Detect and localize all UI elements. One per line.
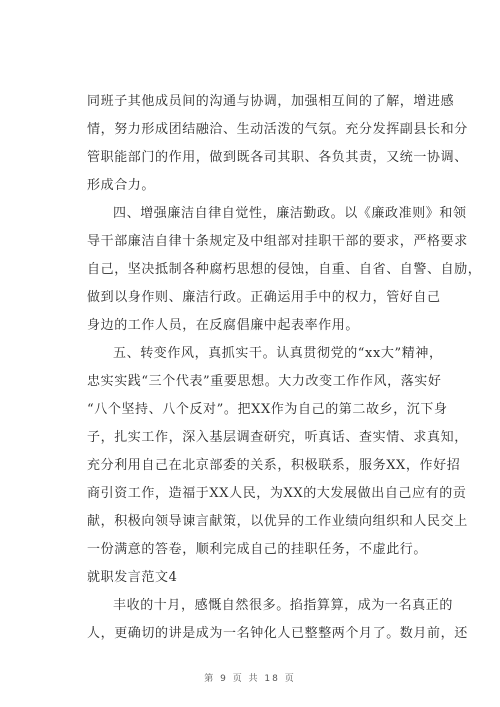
text-line: 身边的工作人员，在反腐倡廉中起表率作用。 bbox=[87, 318, 360, 333]
text-line: 丰收的十月，感慨自然很多。掐指算算，成为一名真正的 bbox=[113, 598, 454, 613]
page-number-footer: 第 9 页 共 18 页 bbox=[204, 674, 296, 684]
text-line: 充分利用自己在北京部委的关系，积极联系，服务XX，作好招 bbox=[87, 458, 461, 473]
text-line: 导干部廉洁自律十条规定及中组部对挂职干部的要求，严格要求 bbox=[87, 234, 468, 249]
section-title: 就职发言范文4 bbox=[87, 570, 178, 585]
text-line: 献，积极向领导谏言献策，以优异的工作业绩向组织和人民交上 bbox=[87, 514, 468, 529]
section-four-heading: 四、增强廉洁自律自觉性，廉洁勤政。以《廉政准则》和领 bbox=[113, 206, 467, 221]
text-line: 自己，坚决抵制各种腐朽思想的侵蚀，自重、自省、自警、自励， bbox=[87, 262, 482, 277]
text-line: 做到以身作则、廉洁行政。正确运用手中的权力，管好自己 bbox=[87, 290, 441, 305]
section-five-heading: 五、转变作风，真抓实干。认真贯彻党的“xx大”精神， bbox=[113, 346, 443, 361]
text-line: 一份满意的答卷，顺利完成自己的挂职任务，不虚此行。 bbox=[87, 542, 428, 557]
text-line: 子，扎实工作，深入基层调查研究，听真话、查实情、求真知， bbox=[87, 430, 468, 445]
text-line: 同班子其他成员间的沟通与协调，加强相互间的了解，增进感 bbox=[87, 94, 455, 109]
text-line: 形成合力。 bbox=[87, 178, 156, 193]
text-line: 管职能部门的作用，做到既各司其职、各负其责，又统一协调、 bbox=[87, 150, 468, 165]
text-line: 情，努力形成团结融洽、生动活泼的气氛。充分发挥副县长和分 bbox=[87, 122, 468, 137]
text-line: 忠实实践“三个代表”重要思想。大力改变工作作风，落实好 bbox=[87, 374, 442, 389]
text-line: “八个坚持、八个反对”。把XX作为自己的第二故乡，沉下身 bbox=[87, 402, 448, 417]
text-line: 人，更确切的讲是成为一名钟化人已整整两个月了。数月前，还 bbox=[87, 626, 468, 641]
text-line: 商引资工作，造福于XX人民，为XX的大发展做出自己应有的贡 bbox=[87, 486, 467, 501]
